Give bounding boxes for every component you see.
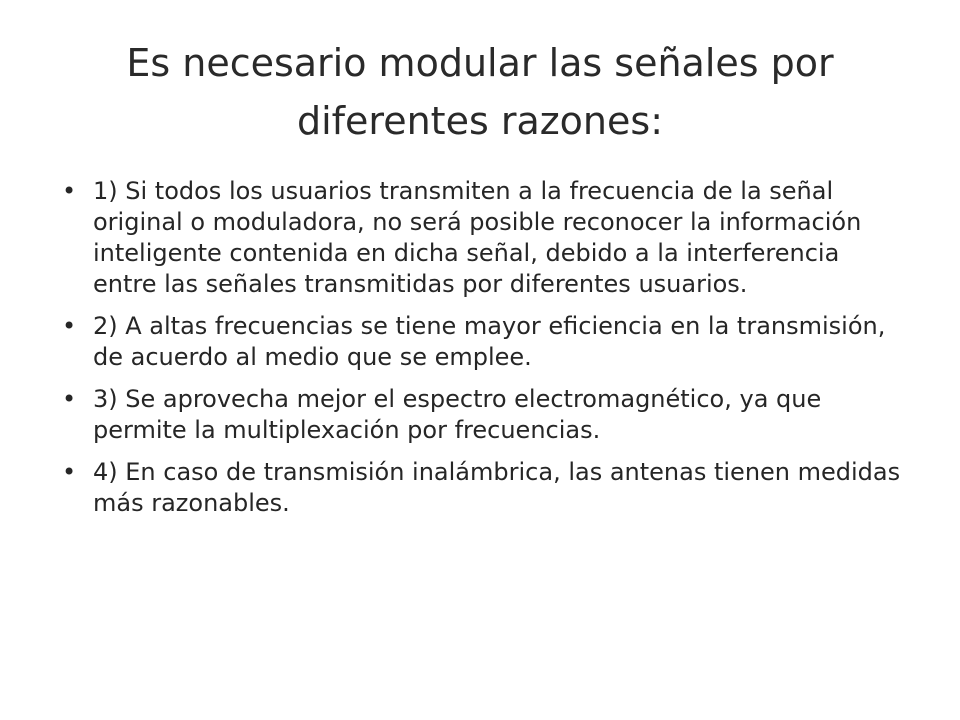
bullet-list	[62, 176, 910, 530]
bullet-point-icon: •	[62, 177, 77, 205]
bullet-text: 1) Si todos los usuarios transmiten a la frecuencia de la señal original o moduladora, no será posible reconocer la información inteligente contenida en dicha señal, debido a la interferencia entre las señales transmitidas por diferentes usuarios.	[93, 177, 862, 298]
bullet-point-icon: •	[62, 385, 77, 413]
bullet-item	[62, 176, 910, 300]
bullet-text: 3) Se aprovecha mejor el espectro electromagnético, ya que permite la multiplexación por frecuencias.	[93, 385, 822, 444]
slide-title: Es necesario modular las señales por diferentes razones:	[126, 41, 834, 143]
bullet-item	[62, 457, 910, 519]
bullet-item	[62, 384, 910, 446]
bullet-text: 2) A altas frecuencias se tiene mayor eficiencia en la transmisión, de acuerdo al medio que se emplee.	[93, 312, 886, 371]
bullet-text: 4) En caso de transmisión inalámbrica, las antenas tienen medidas más razonables.	[93, 458, 901, 517]
bullet-point-icon: •	[62, 312, 77, 340]
bullet-point-icon: •	[62, 458, 77, 486]
bullet-item	[62, 311, 910, 373]
